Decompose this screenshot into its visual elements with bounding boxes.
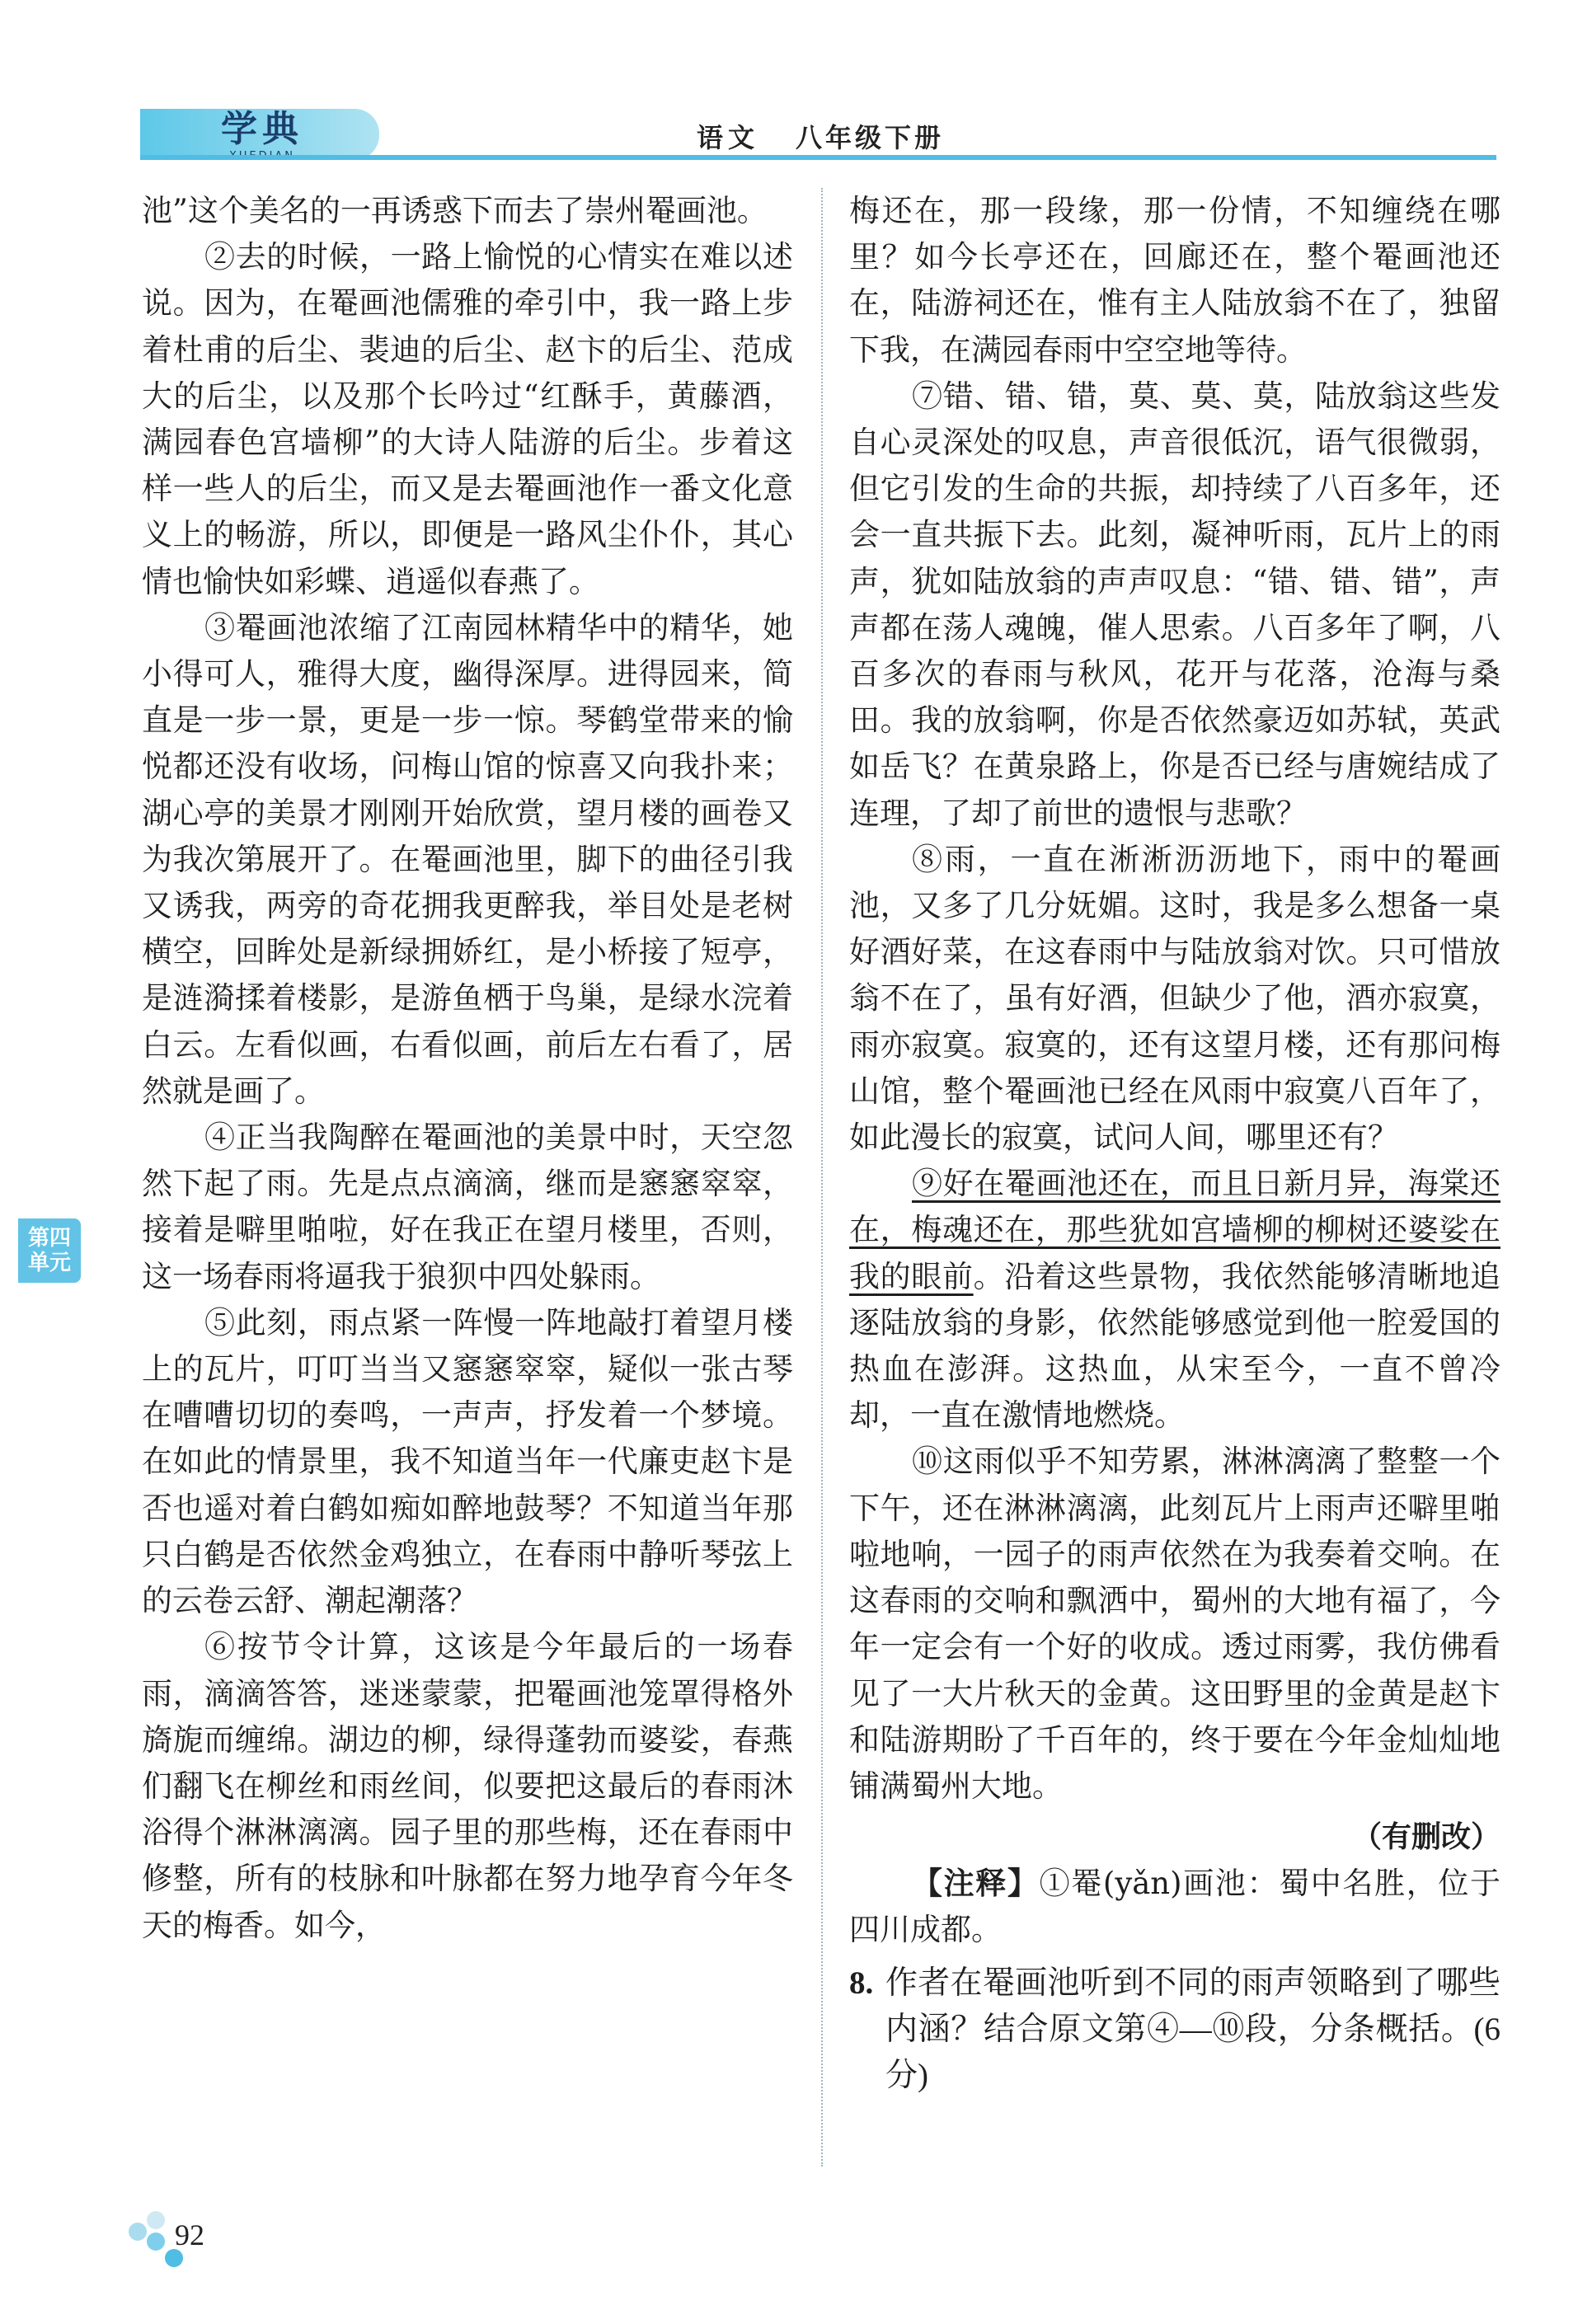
header-rule (140, 155, 1496, 160)
paragraph-1-continuation: 池”这个美名的一再诱惑下而去了崇州罨画池。 (142, 193, 768, 228)
source-note: （有删改） (1351, 1820, 1500, 1855)
paragraph-8: ⑧雨，一直在淅淅沥沥地下，雨中的罨画池，又多了几分妩媚。这时，我是多么想备一桌好酒好菜，在这春雨中与陆放翁对饮。只可惜放翁不在了，虽有好酒，但缺少了他，酒亦寂寞，雨亦寂寞。寂寞的，还有这望月楼，还有那问梅山馆，整个罨画池已经在风雨中寂寞八百年了，如此漫长的寂寞，试问人间，哪里还有？ (849, 841, 1500, 1156)
decor-dot-1 (147, 2211, 165, 2229)
paragraph-6-continuation: 梅还在，那一段缘，那一份情，不知缠绕在哪里？如今长亭还在，回廊还在，整个罨画池还在，陆游祠还在，惟有主人陆放翁不在了，独留下我，在满园春雨中空空地等待。 (849, 193, 1500, 368)
paragraph-2: ②去的时候，一路上愉悦的心情实在难以述说。因为，在罨画池儒雅的牵引中，我一路上步着杜甫的后尘、裴迪的后尘、赵卞的后尘、范成大的后尘，以及那个长吟过“红酥手，黄藤酒，满园春色宫墙柳”的大诗人陆游的后尘。步着这样一些人的后尘，而又是去罨画池作一番文化意义上的畅游，所以，即便是一路风尘仆仆，其心情也愉快如彩蝶、逍遥似春燕了。 (142, 239, 793, 599)
annotation (849, 1861, 1500, 1953)
paragraph-10: ⑩这雨似乎不知劳累，淋淋漓漓了整整一个下午，还在淋淋漓漓，此刻瓦片上雨声还噼里啪啦地响，一园子的雨声依然在为我奏着交响。在这春雨的交响和飘洒中，蜀州的大地有福了，今年一定会有一个好的收成。透过雨雾，我仿佛看见了一大片秋天的金黄。这田野里的金黄是赵卞和陆游期盼了千百年的，终于要在今年金灿灿地铺满蜀州大地。 (849, 1444, 1500, 1804)
paragraph-7: ⑦错、错、错，莫、莫、莫，陆放翁这些发自心灵深处的叹息，声音很低沉，语气很微弱，但它引发的生命的共振，却持续了八百多年，还会一直共振下去。此刻，凝神听雨，瓦片上的雨声，犹如陆放翁的声声叹息：“错、错、错”，声声都在荡人魂魄，催人思索。八百多年了啊，八百多次的春雨与秋风，花开与花落，沧海与桑田。我的放翁啊，你是否依然豪迈如苏轼，英武如岳飞？在黄泉路上，你是否已经与唐婉结成了连理，了却了前世的遗恨与悲歌？ (849, 378, 1500, 831)
column-divider (821, 188, 823, 2167)
question-number: 8. (849, 1965, 874, 2001)
unit-side-tab-line-2: 单元 (27, 1251, 71, 1275)
paragraph-9 (849, 1161, 1500, 1439)
paragraph-9-rest: 。沿着这些景物，我依然能够清晰地追逐陆放翁的身影，依然能够感觉到他一腔爱国的热血在澎湃。这热血，从宋至今，一直不曾冷却，一直在激情地燃烧。 (849, 1258, 1501, 1434)
left-column (142, 188, 793, 1949)
decor-dot-2 (147, 2232, 165, 2251)
header-grade: 八年级下册 (796, 122, 945, 153)
brand-logo-name: 学典 (221, 107, 303, 150)
right-column (849, 188, 1500, 2099)
paragraph-4: ④正当我陶醉在罨画池的美景中时，天空忽然下起了雨。先是点点滴滴，继而是窸窸窣窣，接着是噼里啪啦，好在我正在望月楼里，否则，这一场春雨将逼我于狼狈中四处躲雨。 (142, 1120, 793, 1294)
unit-side-tab-line-1: 第四 (27, 1226, 71, 1251)
unit-side-tab (18, 1218, 81, 1283)
paragraph-9-underlined: ⑨好在罨画池还在，而且日新月异，海棠还在，梅魂还在，那些犹如宫墙柳的柳树还婆娑在我的眼前 (849, 1166, 1500, 1294)
paragraph-5: ⑤此刻，雨点紧一阵慢一阵地敲打着望月楼上的瓦片，叮叮当当又窸窸窣窣，疑似一张古琴在嘈嘈切切的奏鸣，一声声，抒发着一个梦境。在如此的情景里，我不知道当年一代廉吏赵卞是否也遥对着白鹤如痴如醉地鼓琴？不知道当年那只白鹤是否依然金鸡独立，在春雨中静听琴弦上的云卷云舒、潮起潮落？ (142, 1304, 793, 1619)
paragraph-6: ⑥按节令计算，这该是今年最后的一场春雨，滴滴答答，迷迷蒙蒙，把罨画池笼罩得格外旖旎而缠绵。湖边的柳，绿得蓬勃而婆娑，春燕们翻飞在柳丝和雨丝间，似要把这最后的春雨沐浴得个淋淋漓漓。园子里的那些梅，还在春雨中修整，所有的枝脉和叶脉都在努力地孕育今年冬天的梅香。如今， (142, 1629, 793, 1943)
annotation-tag: 【注释】 (912, 1866, 1040, 1902)
annotation-text: ①罨(yǎn)画池：蜀中名胜，位于四川成都。 (849, 1866, 1501, 1948)
page-number: 92 (175, 2218, 204, 2251)
question-text: 作者在罨画池听到不同的雨声领略到了哪些内涵？结合原文第④—⑩段，分条概括。(6分) (885, 1965, 1500, 2093)
paragraph-3: ③罨画池浓缩了江南园林精华中的精华，她小得可人，雅得大度，幽得深厚。进得园来，简直是一步一景，更是一步一惊。琴鹤堂带来的愉悦都还没有收场，问梅山馆的惊喜又向我扑来；湖心亭的美景才刚刚开始欣赏，望月楼的画卷又为我次第展开了。在罨画池里，脚下的曲径引我又诱我，两旁的奇花拥我更醉我，举目处是老树横空，回眸处是新绿拥娇红，是小桥接了短亭，是涟漪揉着楼影，是游鱼栖于鸟巢，是绿水浣着白云。左看似画，右看似画，前后左右看了，居然就是画了。 (142, 609, 793, 1109)
decor-dot-4 (129, 2223, 147, 2241)
brand-logo (180, 97, 345, 163)
header-subject: 语文 (697, 122, 760, 153)
question-8 (849, 1960, 1500, 2099)
